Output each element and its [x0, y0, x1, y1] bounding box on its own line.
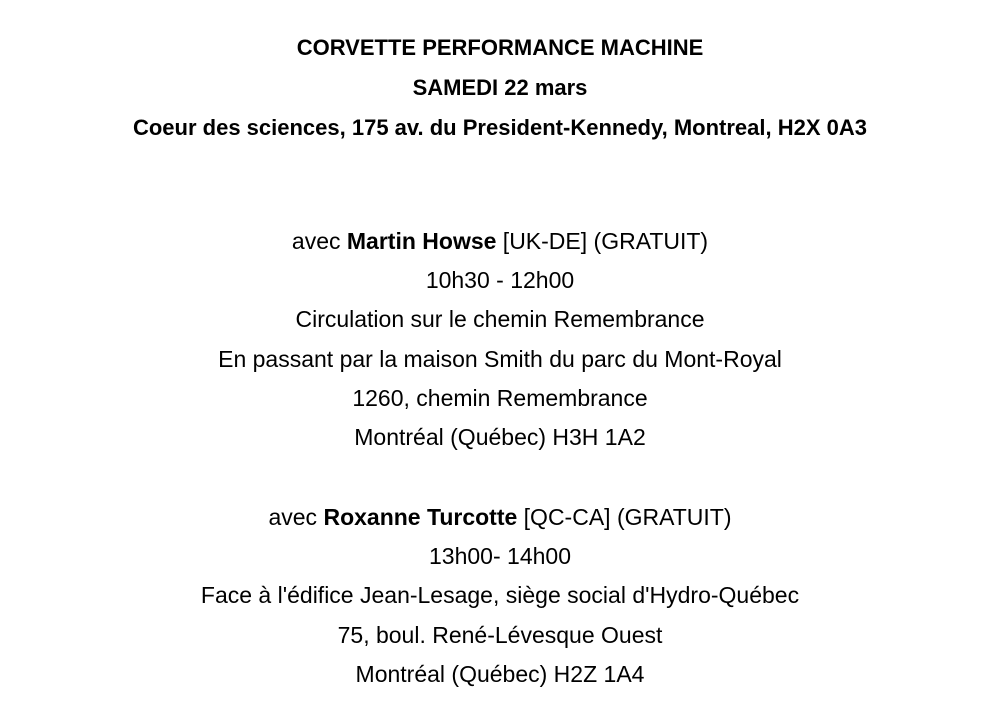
performance-time: 10h30 - 12h00 — [425, 267, 575, 294]
document-header — [0, 28, 1000, 148]
performer-name: Roxanne Turcotte — [323, 504, 518, 530]
performance-block-roxanne-turcotte — [0, 498, 1000, 694]
event-venue: Coeur des sciences, 175 av. du President-Kennedy, Montreal, H2X 0A3 — [132, 115, 867, 140]
performer-prefix: avec — [268, 504, 324, 530]
location-line: Face à l'édifice Jean-Lesage, siège social d'Hydro-Québec — [200, 582, 800, 609]
event-title: CORVETTE PERFORMANCE MACHINE — [296, 35, 704, 60]
performer-origin: [UK-DE] (GRATUIT) — [496, 228, 709, 254]
performer-line — [0, 222, 1000, 261]
street-address: 75, boul. René-Lévesque Ouest — [337, 621, 663, 648]
street-address: 1260, chemin Remembrance — [352, 384, 648, 411]
performer-name: Martin Howse — [346, 228, 497, 254]
city-postal: Montréal (Québec) H2Z 1A4 — [355, 660, 645, 687]
event-date: SAMEDI 22 mars — [412, 75, 588, 100]
performer-origin: [QC-CA] (GRATUIT) — [517, 504, 732, 530]
route-detail: En passant par la maison Smith du parc du Mont-Royal — [218, 345, 782, 372]
route-line: Circulation sur le chemin Remembrance — [295, 306, 705, 333]
performer-prefix: avec — [291, 228, 347, 254]
city-postal: Montréal (Québec) H3H 1A2 — [354, 423, 646, 450]
performance-block-martin-howse — [0, 222, 1000, 457]
performance-time: 13h00- 14h00 — [429, 543, 571, 570]
performer-line — [0, 498, 1000, 537]
